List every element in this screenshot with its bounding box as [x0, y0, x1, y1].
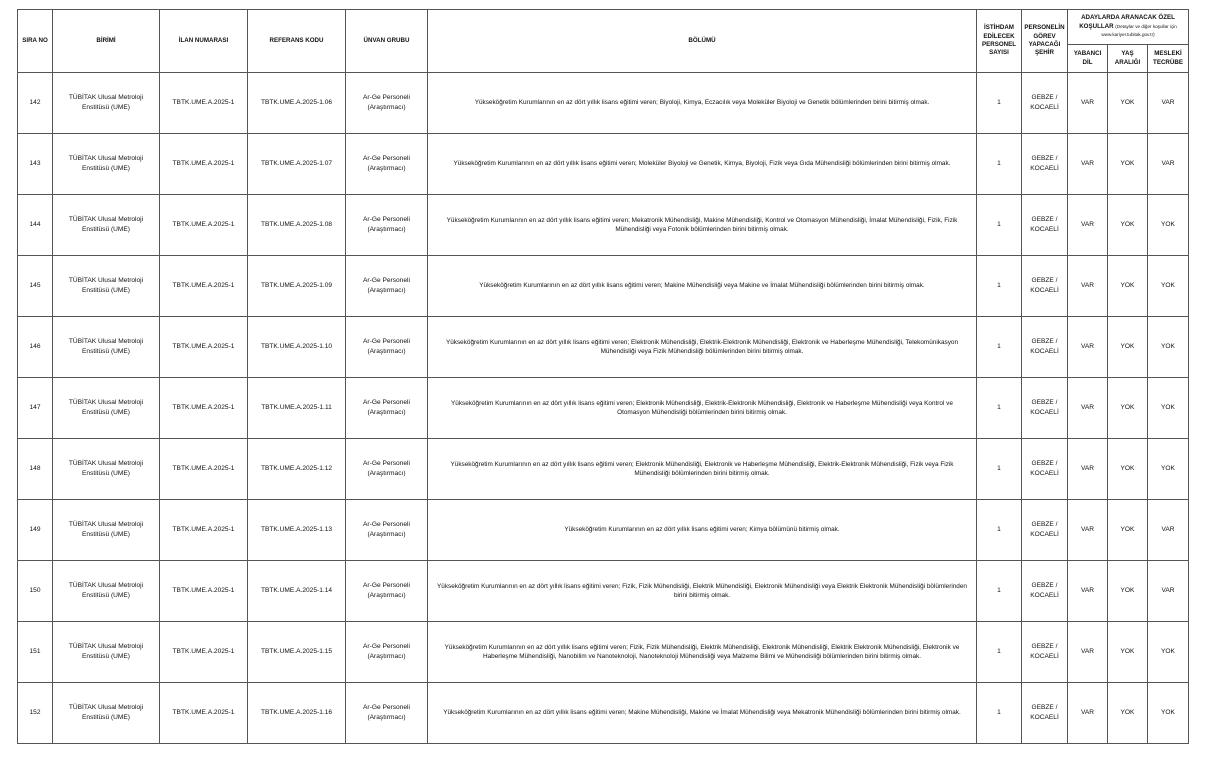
cell-ilan: TBTK.UME.A.2025-1 — [160, 561, 248, 622]
cell-yas: YOK — [1108, 500, 1148, 561]
header-sira-no: SIRA NO — [18, 10, 53, 73]
cell-yas: YOK — [1108, 195, 1148, 256]
cell-birim: TÜBİTAK Ulusal Metroloji Enstitüsü (UME) — [53, 195, 160, 256]
cell-birim: TÜBİTAK Ulusal Metroloji Enstitüsü (UME) — [53, 378, 160, 439]
table-row — [18, 439, 1189, 500]
cell-ref: TBTK.UME.A.2025-1.13 — [248, 500, 346, 561]
cell-sayi: 1 — [977, 317, 1022, 378]
cell-yas: YOK — [1108, 134, 1148, 195]
header-ozel-kosullar — [1068, 10, 1189, 45]
cell-sayi: 1 — [977, 134, 1022, 195]
cell-sehir: GEBZE / KOCAELİ — [1022, 195, 1068, 256]
cell-tecrube: YOK — [1148, 439, 1189, 500]
cell-dil: VAR — [1068, 500, 1108, 561]
cell-bolum: Yükseköğretim Kurumlarının en az dört yıllık lisans eğitimi veren; Biyoloji, Kimya, Eczacılık veya Moleküler Biyoloji ve Genetik bölümlerinden birini bitirmiş olmak. — [428, 73, 977, 134]
cell-tecrube: YOK — [1148, 195, 1189, 256]
cell-dil: VAR — [1068, 622, 1108, 683]
cell-ilan: TBTK.UME.A.2025-1 — [160, 195, 248, 256]
cell-tecrube: YOK — [1148, 317, 1189, 378]
cell-dil: VAR — [1068, 683, 1108, 744]
table-row — [18, 378, 1189, 439]
cell-unvan: Ar-Ge Personeli (Araştırmacı) — [346, 439, 428, 500]
cell-birim: TÜBİTAK Ulusal Metroloji Enstitüsü (UME) — [53, 73, 160, 134]
cell-unvan: Ar-Ge Personeli (Araştırmacı) — [346, 256, 428, 317]
cell-bolum: Yükseköğretim Kurumlarının en az dört yıllık lisans eğitimi veren; Moleküler Biyoloji ve Genetik, Kimya, Biyoloji, Fizik veya Gıda Mühendisliği bölümlerinden birini bitirmiş olmak. — [428, 134, 977, 195]
header-row-1 — [18, 10, 1189, 45]
cell-sira: 152 — [18, 683, 53, 744]
cell-ilan: TBTK.UME.A.2025-1 — [160, 317, 248, 378]
cell-unvan: Ar-Ge Personeli (Araştırmacı) — [346, 683, 428, 744]
cell-dil: VAR — [1068, 195, 1108, 256]
cell-ilan: TBTK.UME.A.2025-1 — [160, 256, 248, 317]
cell-unvan: Ar-Ge Personeli (Araştırmacı) — [346, 622, 428, 683]
table-row — [18, 561, 1189, 622]
cell-sira: 142 — [18, 73, 53, 134]
header-istihdam-sayisi: İSTİHDAM EDİLECEK PERSONEL SAYISI — [977, 10, 1022, 73]
cell-birim: TÜBİTAK Ulusal Metroloji Enstitüsü (UME) — [53, 683, 160, 744]
table-row — [18, 683, 1189, 744]
table-row — [18, 195, 1189, 256]
cell-bolum: Yükseköğretim Kurumlarının en az dört yıllık lisans eğitimi veren; Elektronik Mühendisliği, Elektrik-Elektronik Mühendisliği, Elektronik ve Haberleşme Mühendisliği veya Kontrol ve Otomasyon Mühendisliği bölümlerinden birini bitirmiş olmak. — [428, 378, 977, 439]
cell-dil: VAR — [1068, 561, 1108, 622]
cell-ref: TBTK.UME.A.2025-1.14 — [248, 561, 346, 622]
cell-bolum: Yükseköğretim Kurumlarının en az dört yıllık lisans eğitimi veren; Elektronik Mühendisliği, Elektronik ve Haberleşme Mühendisliği, Elektrik-Elektronik Mühendisliği, Fizik veya Fizik Mühendisliği bölümlerinden birini bitirmiş olmak. — [428, 439, 977, 500]
cell-sira: 143 — [18, 134, 53, 195]
cell-tecrube: YOK — [1148, 256, 1189, 317]
table-row — [18, 256, 1189, 317]
cell-unvan: Ar-Ge Personeli (Araştırmacı) — [346, 500, 428, 561]
cell-birim: TÜBİTAK Ulusal Metroloji Enstitüsü (UME) — [53, 439, 160, 500]
cell-yas: YOK — [1108, 73, 1148, 134]
ozel-kosullar-title-line2 — [1070, 23, 1186, 40]
job-listing-table — [17, 9, 1189, 744]
header-yabanci-dil: YABANCI DİL — [1068, 45, 1108, 73]
cell-sehir: GEBZE / KOCAELİ — [1022, 622, 1068, 683]
cell-dil: VAR — [1068, 134, 1108, 195]
cell-dil: VAR — [1068, 73, 1108, 134]
cell-bolum: Yükseköğretim Kurumlarının en az dört yıllık lisans eğitimi veren; Mekatronik Mühendisliği, Makine Mühendisliği, Kontrol ve Otomasyon Mühendisliği, İmalat Mühendisliği, Fizik, Fizik Mühendisliği veya Fotonik bölümlerinden birini bitirmiş olmak. — [428, 195, 977, 256]
cell-yas: YOK — [1108, 561, 1148, 622]
cell-ilan: TBTK.UME.A.2025-1 — [160, 73, 248, 134]
cell-bolum: Yükseköğretim Kurumlarının en az dört yıllık lisans eğitimi veren; Fizik, Fizik Mühendisliği, Elektrik Mühendisliği, Elektronik Mühendisliği veya Elektrik Elektronik Mühendisliği bölümlerinden birini bitirmiş olmak. — [428, 561, 977, 622]
cell-sehir: GEBZE / KOCAELİ — [1022, 256, 1068, 317]
cell-sira: 147 — [18, 378, 53, 439]
cell-ref: TBTK.UME.A.2025-1.06 — [248, 73, 346, 134]
cell-sira: 148 — [18, 439, 53, 500]
cell-sehir: GEBZE / KOCAELİ — [1022, 439, 1068, 500]
job-listing-sheet — [17, 9, 1189, 744]
header-ilan-numarasi: İLAN NUMARASI — [160, 10, 248, 73]
cell-dil: VAR — [1068, 439, 1108, 500]
cell-unvan: Ar-Ge Personeli (Araştırmacı) — [346, 561, 428, 622]
header-referans-kodu: REFERANS KODU — [248, 10, 346, 73]
cell-yas: YOK — [1108, 622, 1148, 683]
cell-birim: TÜBİTAK Ulusal Metroloji Enstitüsü (UME) — [53, 622, 160, 683]
cell-yas: YOK — [1108, 378, 1148, 439]
cell-ilan: TBTK.UME.A.2025-1 — [160, 683, 248, 744]
ozel-kosullar-note: (Detaylar ve diğer koşullar için www.kariyer.tubitak.gov.tr) — [1101, 23, 1177, 38]
cell-ilan: TBTK.UME.A.2025-1 — [160, 134, 248, 195]
cell-ref: TBTK.UME.A.2025-1.11 — [248, 378, 346, 439]
cell-birim: TÜBİTAK Ulusal Metroloji Enstitüsü (UME) — [53, 317, 160, 378]
cell-yas: YOK — [1108, 317, 1148, 378]
cell-sayi: 1 — [977, 561, 1022, 622]
table-row — [18, 73, 1189, 134]
cell-ref: TBTK.UME.A.2025-1.09 — [248, 256, 346, 317]
cell-unvan: Ar-Ge Personeli (Araştırmacı) — [346, 134, 428, 195]
cell-dil: VAR — [1068, 378, 1108, 439]
table-body — [18, 73, 1189, 744]
cell-ref: TBTK.UME.A.2025-1.16 — [248, 683, 346, 744]
cell-sayi: 1 — [977, 195, 1022, 256]
cell-sayi: 1 — [977, 256, 1022, 317]
cell-bolum: Yükseköğretim Kurumlarının en az dört yıllık lisans eğitimi veren; Makine Mühendisliği veya Makine ve İmalat Mühendisliği bölümlerinden birini bitirmiş olmak. — [428, 256, 977, 317]
table-row — [18, 622, 1189, 683]
cell-ref: TBTK.UME.A.2025-1.07 — [248, 134, 346, 195]
cell-yas: YOK — [1108, 439, 1148, 500]
cell-sira: 149 — [18, 500, 53, 561]
cell-unvan: Ar-Ge Personeli (Araştırmacı) — [346, 195, 428, 256]
cell-ilan: TBTK.UME.A.2025-1 — [160, 500, 248, 561]
cell-ilan: TBTK.UME.A.2025-1 — [160, 378, 248, 439]
cell-bolum: Yükseköğretim Kurumlarının en az dört yıllık lisans eğitimi veren; Makine Mühendisliği, Makine ve İmalat Mühendisliği veya Mekatronik Mühendisliği bölümlerinden birini bitirmiş olmak. — [428, 683, 977, 744]
cell-ref: TBTK.UME.A.2025-1.12 — [248, 439, 346, 500]
cell-sira: 146 — [18, 317, 53, 378]
cell-sehir: GEBZE / KOCAELİ — [1022, 683, 1068, 744]
cell-ilan: TBTK.UME.A.2025-1 — [160, 622, 248, 683]
cell-sira: 145 — [18, 256, 53, 317]
cell-unvan: Ar-Ge Personeli (Araştırmacı) — [346, 317, 428, 378]
cell-tecrube: VAR — [1148, 73, 1189, 134]
cell-sira: 144 — [18, 195, 53, 256]
header-bolumu: BÖLÜMÜ — [428, 10, 977, 73]
header-mesleki-tecrube: MESLEKİ TECRÜBE — [1148, 45, 1189, 73]
cell-unvan: Ar-Ge Personeli (Araştırmacı) — [346, 73, 428, 134]
cell-ref: TBTK.UME.A.2025-1.15 — [248, 622, 346, 683]
cell-tecrube: VAR — [1148, 561, 1189, 622]
cell-birim: TÜBİTAK Ulusal Metroloji Enstitüsü (UME) — [53, 134, 160, 195]
cell-sayi: 1 — [977, 683, 1022, 744]
cell-sira: 151 — [18, 622, 53, 683]
table-row — [18, 500, 1189, 561]
cell-sayi: 1 — [977, 439, 1022, 500]
cell-ilan: TBTK.UME.A.2025-1 — [160, 439, 248, 500]
table-row — [18, 317, 1189, 378]
cell-birim: TÜBİTAK Ulusal Metroloji Enstitüsü (UME) — [53, 561, 160, 622]
cell-sira: 150 — [18, 561, 53, 622]
cell-tecrube: YOK — [1148, 622, 1189, 683]
cell-bolum: Yükseköğretim Kurumlarının en az dört yıllık lisans eğitimi veren; Fizik, Fizik Mühendisliği, Elektrik Mühendisliği, Elektronik Mühendisliği, Elektrik Elektronik Mühendisliği, Elektronik ve Haberleşme Mühendisliği, Nanobilim ve Nanoteknoloji, Nanoteknoloji Mühendisliği veya Malzeme Bilimi ve Mühendisliği bölümlerinden birini bitirmiş olmak. — [428, 622, 977, 683]
cell-sehir: GEBZE / KOCAELİ — [1022, 561, 1068, 622]
cell-sehir: GEBZE / KOCAELİ — [1022, 500, 1068, 561]
cell-sehir: GEBZE / KOCAELİ — [1022, 73, 1068, 134]
header-birimi: BİRİMİ — [53, 10, 160, 73]
cell-yas: YOK — [1108, 683, 1148, 744]
cell-unvan: Ar-Ge Personeli (Araştırmacı) — [346, 378, 428, 439]
cell-sayi: 1 — [977, 622, 1022, 683]
cell-ref: TBTK.UME.A.2025-1.08 — [248, 195, 346, 256]
cell-dil: VAR — [1068, 256, 1108, 317]
ozel-kosullar-title-word: KOŞULLAR — [1079, 22, 1114, 30]
cell-tecrube: VAR — [1148, 500, 1189, 561]
cell-birim: TÜBİTAK Ulusal Metroloji Enstitüsü (UME) — [53, 256, 160, 317]
cell-bolum: Yükseköğretim Kurumlarının en az dört yıllık lisans eğitimi veren; Kimya bölümünü bitirmiş olmak. — [428, 500, 977, 561]
cell-dil: VAR — [1068, 317, 1108, 378]
cell-sehir: GEBZE / KOCAELİ — [1022, 378, 1068, 439]
header-gorev-sehir: PERSONELİN GÖREV YAPACAĞI ŞEHİR — [1022, 10, 1068, 73]
cell-birim: TÜBİTAK Ulusal Metroloji Enstitüsü (UME) — [53, 500, 160, 561]
ozel-kosullar-title-line1: ADAYLARDA ARANACAK ÖZEL — [1081, 14, 1175, 22]
cell-tecrube: YOK — [1148, 378, 1189, 439]
cell-sayi: 1 — [977, 378, 1022, 439]
cell-ref: TBTK.UME.A.2025-1.10 — [248, 317, 346, 378]
cell-bolum: Yükseköğretim Kurumlarının en az dört yıllık lisans eğitimi veren; Elektronik Mühendisliği, Elektrik-Elektronik Mühendisliği, Elektronik ve Haberleşme Mühendisliği, Telekomünikasyon Mühendisliği veya Fizik Mühendisliği bölümlerinden birini bitirmiş olmak. — [428, 317, 977, 378]
cell-sehir: GEBZE / KOCAELİ — [1022, 134, 1068, 195]
header-unvan-grubu: ÜNVAN GRUBU — [346, 10, 428, 73]
cell-tecrube: VAR — [1148, 134, 1189, 195]
cell-tecrube: YOK — [1148, 683, 1189, 744]
cell-sayi: 1 — [977, 73, 1022, 134]
header-yas-araligi: YAŞ ARALIĞI — [1108, 45, 1148, 73]
cell-sayi: 1 — [977, 500, 1022, 561]
cell-sehir: GEBZE / KOCAELİ — [1022, 317, 1068, 378]
table-row — [18, 134, 1189, 195]
cell-yas: YOK — [1108, 256, 1148, 317]
